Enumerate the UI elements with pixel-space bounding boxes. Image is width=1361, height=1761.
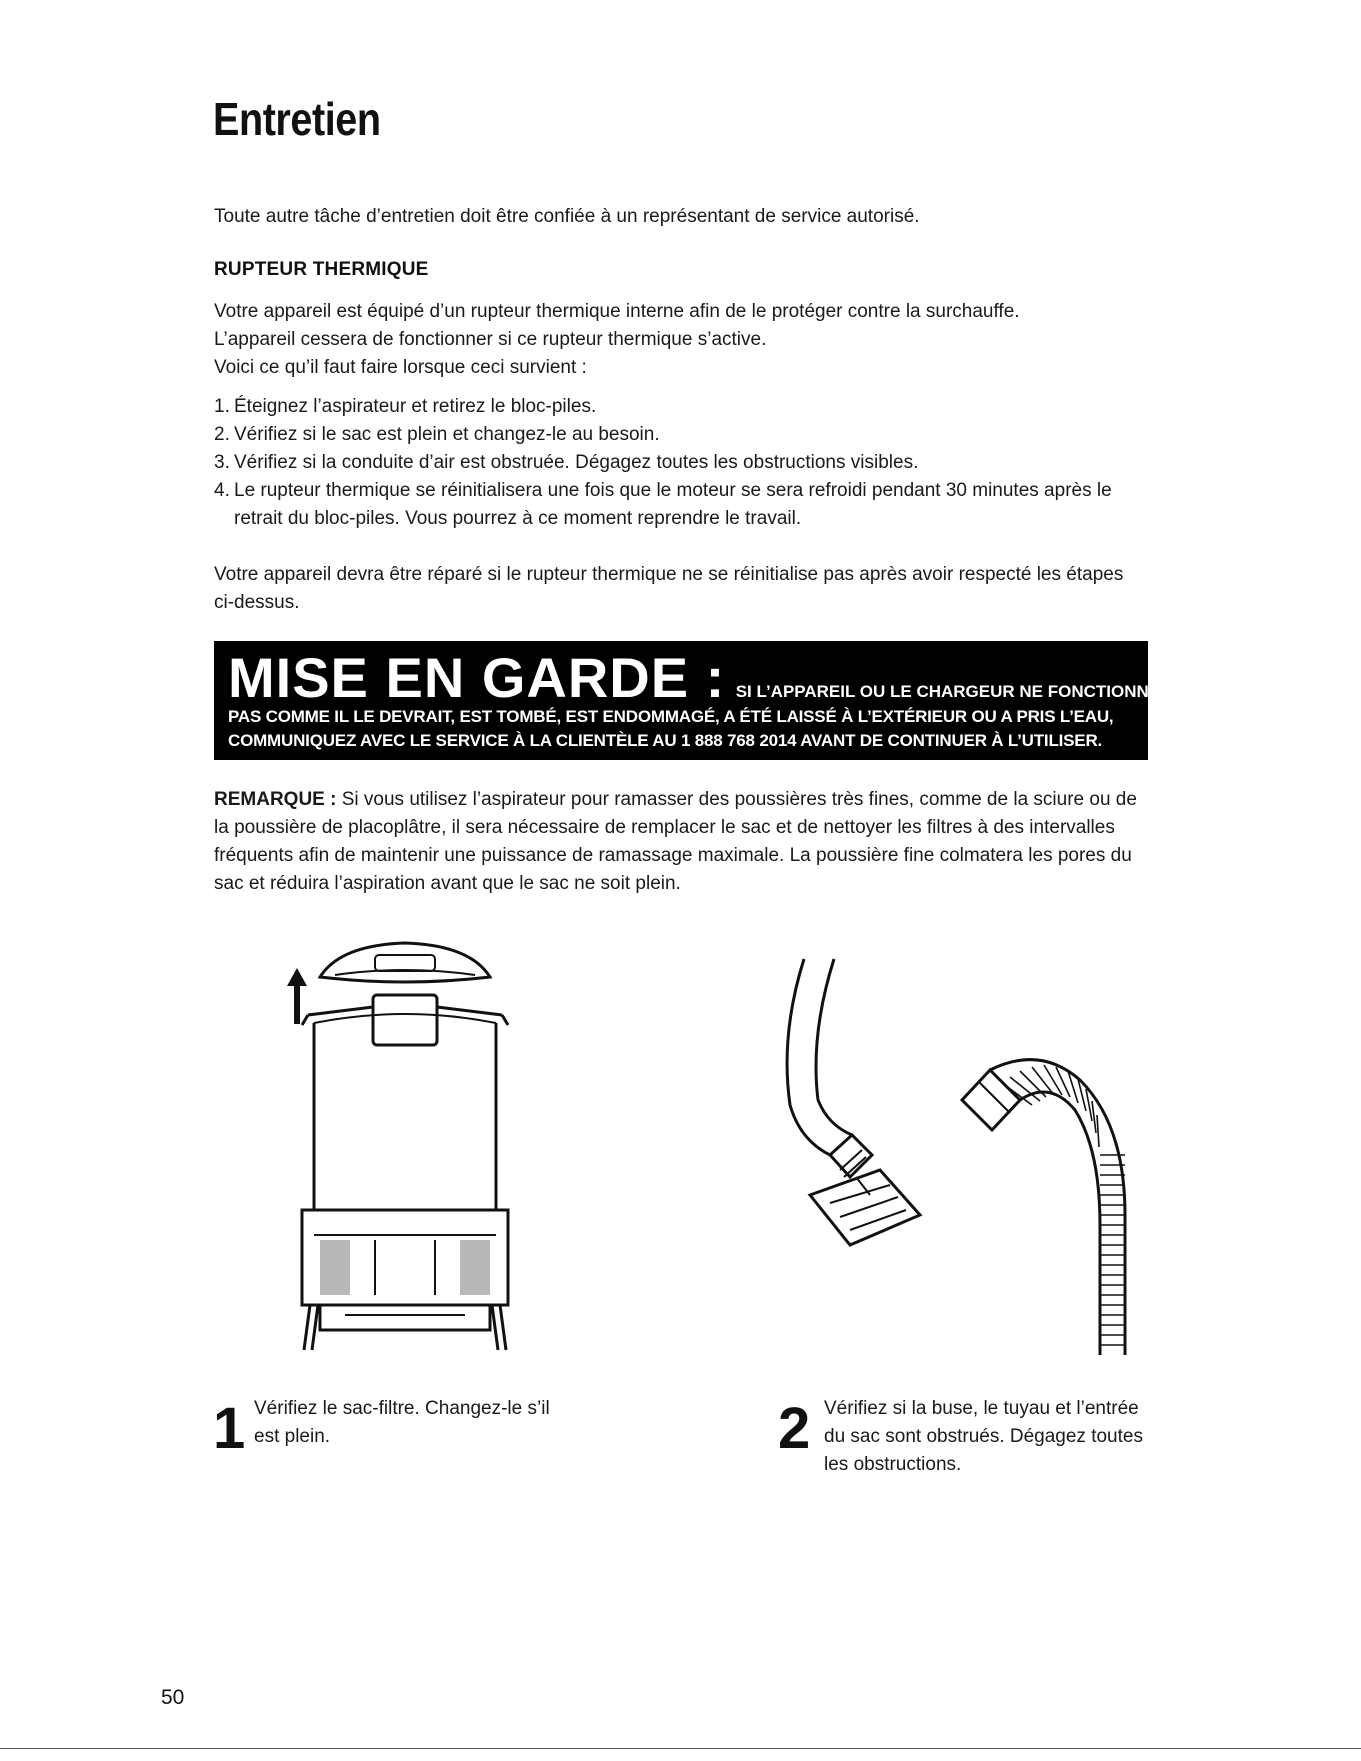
figure-1-number: 1 <box>213 1396 246 1461</box>
figure-2-number: 2 <box>778 1396 811 1461</box>
up-arrow-icon <box>286 968 308 1024</box>
hose-illustration <box>940 1055 1150 1355</box>
vacuum-canister-illustration <box>280 935 520 1355</box>
warning-head-text: SI L’APPAREIL OU LE CHARGEUR NE FONCTIONNE <box>735 682 1161 701</box>
step-number: 2. <box>214 424 230 445</box>
remarque-label: REMARQUE : <box>214 789 337 810</box>
list-item <box>214 477 1124 533</box>
step-number: 4. <box>214 480 230 501</box>
hose-nozzle-illustration <box>770 955 940 1275</box>
bottom-rule <box>0 1748 1361 1749</box>
step-text: Éteignez l’aspirateur et retirez le bloc-piles. <box>234 396 597 417</box>
thermal-cutoff-body <box>214 298 1214 382</box>
warning-text: PAS COMME IL LE DEVRAIT, EST TOMBÉ, EST ENDOMMAGÉ, A ÉTÉ LAISSÉ À L’EXTÉRIEUR OU A PRIS L’EAU, COMMUNIQUEZ AVEC LE SERVICE À LA CLIENTÈLE AU 1 888 768 2014 AVANT DE CONTINUER À L’UTILISER. <box>228 707 1114 750</box>
list-item <box>214 393 1214 421</box>
body-line: L’appareil cessera de fonctionner si ce rupteur thermique s’active. <box>214 329 767 350</box>
warning-title: MISE EN GARDE : <box>228 646 726 709</box>
step-text: Vérifiez si le sac est plein et changez-le au besoin. <box>234 424 660 445</box>
figure-2-caption: Vérifiez si la buse, le tuyau et l’entrée du sac sont obstrués. Dégagez toutes les obstructions. <box>824 1398 1143 1475</box>
step-text: Vérifiez si la conduite d’air est obstruée. Dégagez toutes les obstructions visibles. <box>234 452 919 473</box>
step-text: Le rupteur thermique se réinitialisera une fois que le moteur se sera refroidi pendant 30 minutes après le retrait du bloc-piles. Vous pourrez à ce moment reprendre le travail. <box>234 480 1112 529</box>
steps-list <box>214 393 1214 533</box>
warning-box <box>214 641 1161 760</box>
remarque-paragraph <box>214 786 1144 898</box>
remarque-text: Si vous utilisez l’aspirateur pour ramasser des poussières très fines, comme de la sciure ou de la poussière de placoplâtre, il sera nécessaire de remplacer le sac et de nettoyer les filtres à des intervalles fréquents afin de maintenir une puissance de ramassage maximale. La poussière fine colmatera les pores du sac et réduira l’aspiration avant que le sac ne soit plein. <box>214 789 1137 894</box>
body-line: Voici ce qu’il faut faire lorsque ceci survient : <box>214 357 587 378</box>
page-title: Entretien <box>213 93 381 145</box>
list-item <box>214 421 1214 449</box>
body-line: Votre appareil est équipé d’un rupteur thermique interne afin de le protéger contre la surchauffe. <box>214 301 1020 322</box>
figure-1-caption: Vérifiez le sac-filtre. Changez-le s’il est plein. <box>254 1398 550 1447</box>
list-item <box>214 449 1214 477</box>
page-number: 50 <box>161 1686 185 1709</box>
step-number: 1. <box>214 396 230 417</box>
intro-text: Toute autre tâche d’entretien doit être confiée à un représentant de service autorisé. <box>214 206 920 227</box>
step-number: 3. <box>214 452 230 473</box>
thermal-cutoff-heading: RUPTEUR THERMIQUE <box>214 259 429 280</box>
repair-note: Votre appareil devra être réparé si le rupteur thermique ne se réinitialise pas après avoir respecté les étapes ci-dessus. <box>214 564 1124 613</box>
